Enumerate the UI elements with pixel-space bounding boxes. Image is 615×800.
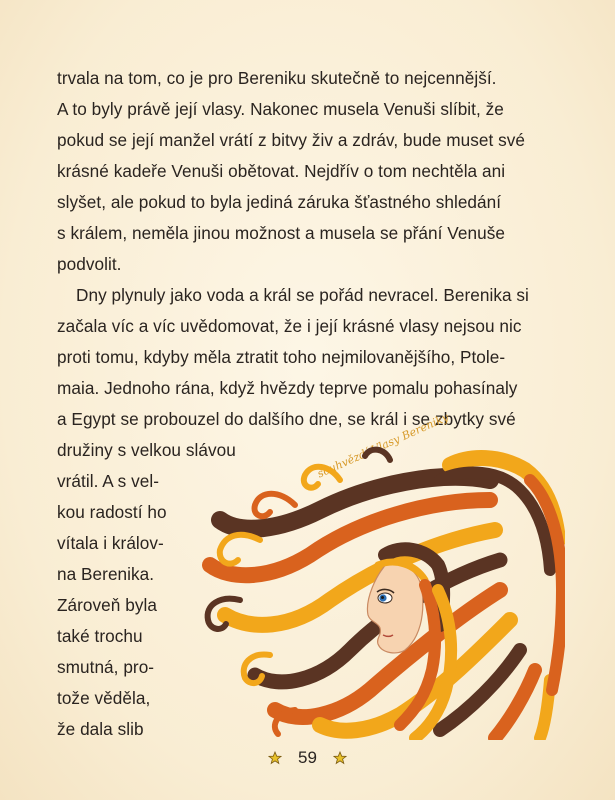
text-line: na Berenika. [57,564,155,584]
text-line: trvala na tom, co je pro Bereniku skutečně to nejcennější. [57,68,497,88]
text-line: maia. Jednoho rána, když hvězdy teprve pomalu pohasínaly [57,378,518,398]
page-number: 59 [298,748,317,767]
text-line: začala víc a víc uvědomovat, že i její krásné vlasy nejsou nic [57,316,522,336]
text-line: proti tomu, kdyby měla ztratit toho nejmilovanějšího, Ptole- [57,347,506,367]
text-line: s králem, neměla jinou možnost a musela se přání Venuše [57,223,505,243]
text-line: že dala slib [57,719,144,739]
text-line: podvolit. [57,254,122,274]
star-icon [268,751,282,765]
text-line: vítala i králov- [57,533,164,553]
text-line: kou radostí ho [57,502,167,522]
text-line: a Egypt se probouzel do dalšího dne, se král i se zbytky své [57,409,516,429]
woman-with-flowing-hair-illustration [200,440,565,740]
page-footer [0,748,615,772]
text-line: Zároveň byla [57,595,157,615]
text-line: smutná, pro- [57,657,155,677]
text-line: také trochu [57,626,143,646]
text-line: vrátil. A s vel- [57,471,160,491]
illustration-caption: souhvězdí Vlasy Bereniky [315,410,451,481]
text-line: Dny plynuly jako voda a král se pořád nevracel. Berenika si [76,285,529,305]
text-line: A to byly právě její vlasy. Nakonec musela Venuši slíbit, že [57,99,504,119]
star-icon [333,751,347,765]
text-line: družiny s velkou slávou [57,440,236,460]
text-line: slyšet, ale pokud to byla jediná záruka šťastného shledání [57,192,502,212]
text-line: pokud se její manžel vrátí z bitvy živ a zdráv, bude muset své [57,130,526,150]
text-line: tože věděla, [57,688,151,708]
text-line: krásné kadeře Venuši obětovat. Nejdřív o tom nechtěla ani [57,161,506,181]
